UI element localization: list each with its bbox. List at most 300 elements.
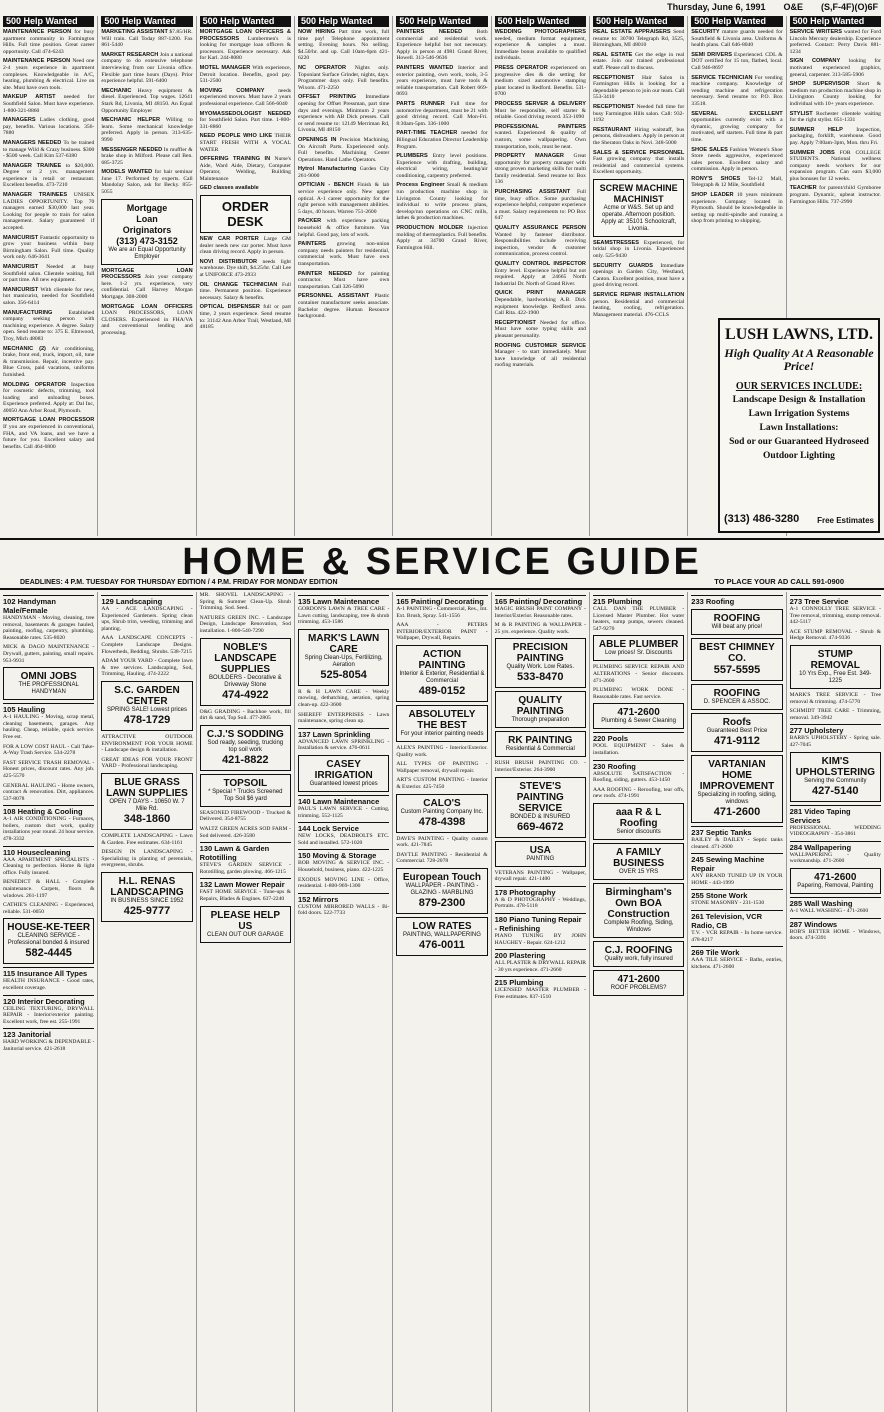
section-heading: 233 Roofing <box>691 595 782 606</box>
section-heading: 261 Television, VCR Radio, CB <box>691 910 782 930</box>
ad-body: Injection molding of thermoplastics. Full benefits. Apply at 34700 Grand River, Farmington Hill. <box>396 225 488 251</box>
section-heading: 230 Roofing <box>593 760 684 771</box>
classified-ad <box>396 65 487 98</box>
ad-headline: PRESS OPERATOR <box>494 64 548 71</box>
classified-ad <box>101 169 192 195</box>
ad-body: for Southfield Salon. Part time. 1-800-331-8860 <box>199 117 291 130</box>
classified-ad <box>691 192 782 225</box>
classified-ad <box>3 163 94 189</box>
ad-body: Entry level. Experience helpful but not required. Apply at 24665 North Industrial Dr. North of Grand River. <box>494 267 586 287</box>
service-display-ad <box>691 609 782 635</box>
ad-body: Inspection for cosmetic defects, trimming, tool loading and unloading boxes. Experience preferred. Apply at: Dal Inc, 40050 Ann Arbor Road, Plymouth. <box>3 381 95 414</box>
service-display-ad <box>200 774 291 807</box>
classified-ad <box>396 101 487 127</box>
ad-body: With experience, Detroit location. Benefits, good pay. 531-2500 <box>199 64 291 85</box>
service-display-ad <box>495 691 586 728</box>
ad-body: Inspection, packaging, forklift, warehouse. Good pay. Apply 7:00am-3pm, Mon. thru Fri. <box>789 126 881 146</box>
service-ad-phone: 879-2300 <box>418 896 466 909</box>
service-ad-line: Interior & Exterior, Residential & Commercial <box>399 670 485 684</box>
service-ad-name: C.J.'S SODDING <box>206 728 284 740</box>
ad-headline: PARTS RUNNER <box>396 100 445 107</box>
ad-headline: SEMI DRIVERS <box>691 51 732 58</box>
service-ad-name: NOBLE'S LANDSCAPE SUPPLIES <box>214 641 277 675</box>
service-ad-line: Papering, Removal, Painting <box>797 882 874 889</box>
service-ad-line: WALLPAPER - PAINTING - GLAZING - MARBLING <box>405 882 479 896</box>
service-listing: ART'S CUSTOM PAINTING - Interior & Exterior. 425-7450 <box>396 777 488 790</box>
section-heading: 144 Lock Service <box>298 822 389 833</box>
classified-ad <box>593 75 684 101</box>
ad-headline: SERVICE WRITERS <box>789 29 842 35</box>
service-display-ad <box>593 941 684 967</box>
service-listing: PLUMBING WORK DONE - Reasonable rates. Fast service. <box>592 687 685 700</box>
section-heading: 132 Lawn Mower Repair <box>200 878 291 889</box>
service-listing: ABSOLUTE SATISFACTION - Roofing, siding, gutters. 453-1450 <box>592 770 685 784</box>
service-display-ad <box>790 645 881 689</box>
ad-headline: SALES & SERVICE PERSONNEL <box>592 149 685 156</box>
service-listing: AAA ROOFING - Reroofing, tear offs, new roofs. 474-1991 <box>592 786 685 800</box>
section-heading: 150 Moving & Storage <box>298 849 389 860</box>
classified-ad <box>396 182 487 222</box>
service-ad-name: KIM'S UPHOLSTERING <box>795 755 876 778</box>
service-ad-line: Plumbing & Sewer Cleaning <box>601 718 676 725</box>
service-ad-line: BONDED & INSURED <box>510 813 571 820</box>
service-listing: ACE STUMP REMOVAL - Shrub & Hedge Removal. 474-9336 <box>789 628 881 642</box>
classified-ad <box>298 29 389 62</box>
ad-body: Short & medium run production machine shop in Livingston County looking for individual with 10+ years experience. <box>789 81 881 107</box>
ad-body: needs experienced movers. Must have 2 years professional experience. Call 566-6040 <box>199 87 291 107</box>
service-ad-name: TOPSOIL <box>223 777 268 789</box>
classified-ad <box>200 88 291 108</box>
ad-headline: SUMMER JOBS <box>789 149 835 156</box>
service-ad-line: OVER 15 YRS <box>619 868 659 875</box>
ad-headline: SECURITY <box>691 29 720 35</box>
ad-body: Fantastic opportunity to grow your business within busy Birmingham Salon. Full time. Quality work only. 646-3641 <box>3 234 95 261</box>
ad-headline: MARKETING ASSISTANT <box>101 29 168 35</box>
service-ad-line: SPRING SALE! Lowest prices <box>106 706 187 713</box>
ad-body: Both commercial and residential work. Experience helpful but not necessary. Apply in person at 4981 Grand River, Howell. 313-546-9636 <box>396 29 488 62</box>
service-listing: PIANO TUNING BY JOHN HAUGHEY - Repair. 624-1212 <box>494 932 586 946</box>
classified-ad <box>396 130 487 150</box>
ad-headline: SHOP SUPERVISOR <box>789 81 850 88</box>
classified-ad <box>3 287 94 307</box>
ad-headline: NEW CAR PORTER <box>199 236 259 243</box>
ad-headline: SERVICE TECHNICIAN <box>691 74 753 81</box>
display-ad-line: Loan <box>136 213 158 224</box>
ad-body: Needed at busy Southfield salon. Clientele waiting, full or part time. All new equipment. <box>3 264 95 284</box>
ad-body: $7.85/HR. Will train. Call Today 887-1200. Fax 861-5440 <box>101 29 193 49</box>
service-ad-phone: 489-0152 <box>418 684 466 697</box>
service-listing: ATTRACTIVE OUTDOOR ENVIRONMENT FOR YOUR HOME - Landscape design & installation. <box>101 733 193 754</box>
classified-ad <box>691 29 782 49</box>
display-ad-line: ORDER <box>221 199 269 215</box>
ad-headline: WEDDING PHOTOGRAPHERS <box>494 29 586 35</box>
section-heading: 102 Handyman Male/Female <box>3 595 94 615</box>
service-listing: AAA LANDSCAPE CONCEPTS - Complete Landscape Designs. Flowerbeds, Bedding, Shrubs. 538-7215 <box>101 635 193 655</box>
section-heading: 140 Lawn Maintenance <box>298 795 389 806</box>
service-ad-name: BEST CHIMNEY CO. <box>699 642 775 664</box>
display-ad-line: MACHINIST <box>613 193 664 204</box>
service-display-ad <box>790 868 881 894</box>
service-listing: GENERAL HAULING - Home owners, contract & renovation. Dirt, appliances. 537-8078 <box>3 782 95 802</box>
service-listing: BENEDICT & HALL - Complete maintenance. Carpets, floors & windows. 261-1197 <box>3 879 95 899</box>
classified-ad <box>691 111 782 144</box>
service-ad-line: Residential & Commercial <box>505 746 575 753</box>
service-listing: HEALTH INSURANCE - Good rates, excellent coverage. <box>3 978 95 991</box>
service-display-ad <box>691 638 782 681</box>
service-ad-name: C.J. ROOFING <box>604 944 673 956</box>
service-ad-name: aaa R & L Roofing <box>615 806 662 829</box>
ad-body: Entry level positions. Experience with drafting, building, electrical wiring, heating/air conditioning, carpentry preferred. <box>396 153 488 179</box>
ad-body: Precision Machining, On Aircraft Parts. Experienced only. Full benefits. Machining Center Operations. Hand Lathe Operators. <box>297 136 390 163</box>
service-ad-line: CLEAN OUT OUR GARAGE <box>207 931 284 938</box>
display-ad-tag: We are an Equal Opportunity Employer <box>108 246 186 260</box>
service-display-ad <box>101 773 192 830</box>
classified-ad <box>396 153 487 179</box>
ad-headline: MANAGER TRAINEE <box>3 162 62 169</box>
ad-headline: STYLIST <box>789 110 813 117</box>
classified-ad <box>3 192 94 232</box>
service-ad-phone: 478-4398 <box>418 815 466 828</box>
service-listing: MARK'S TREE SERVICE - Tree removal & trimming. 474-5770 <box>789 691 881 705</box>
classified-ad <box>593 240 684 260</box>
classified-ad <box>101 29 192 49</box>
ad-body: Interior and exterior painting, own work, tools, 3-5 years experience, must have tools & reliable transportation. Call Robert 669-0693 <box>396 64 488 98</box>
service-listing: AAA APARTMENT SPECIALISTS - Cleaning to perfection. Home & light office. Fully insured. <box>3 856 95 876</box>
service-display-ad <box>396 868 487 914</box>
service-ad-line: Custom Painting Company Inc. <box>400 808 484 815</box>
service-listing: POOL EQUIPMENT - Sales & installation. <box>592 743 685 756</box>
service-ad-line: PAINTING <box>526 855 555 862</box>
classified-ad <box>495 124 586 150</box>
classified-ad <box>3 382 94 415</box>
ad-headline: PAINTERS NEEDED <box>396 29 463 35</box>
column-heading: 500 Help Wanted <box>396 16 487 27</box>
service-ad-phone: 425-9777 <box>123 904 171 917</box>
service-ad-phone: 427-5140 <box>812 784 859 797</box>
service-ad-name: RK PAINTING <box>508 735 573 747</box>
ad-body: FOR COLLEGE STUDENTS. National wellness company needs workers for our expansion program. Can earn $3,000 plus bonuses for 12 weeks. <box>789 149 881 182</box>
lush-service-item: Lawn Irrigation Systems <box>748 409 850 419</box>
service-listing: A-1 CONNOLLY TREE SERVICE - Tree removal, trimming, stump removal. 442-5117 <box>789 606 881 626</box>
ad-body: For vending machine company. Knowledge of vending machine and refrigeration necessary. Send resume to: P.O. Box 33518. <box>691 74 783 107</box>
ad-headline: MANAGER TRAINEES <box>3 192 68 199</box>
service-listing: CATHIE'S CLEANING - Experienced, reliable. 531-0050 <box>3 902 95 915</box>
service-listing: BAILEY & DAILEY - Septic tanks cleaned. 471-2600 <box>691 837 783 850</box>
ad-body: for hair seminar June 17. Performed by experts. Call Mandolay Salon, ask for Becky. 855-5055 <box>101 169 193 196</box>
page-header <box>0 0 884 14</box>
ad-headline: NOW HIRING <box>297 29 336 35</box>
classified-ad <box>495 290 586 316</box>
lush-lawns-ad <box>718 318 880 533</box>
service-display-ad <box>200 638 291 706</box>
header-edition: O&E <box>783 2 803 12</box>
service-ad-name: 471-2600 <box>617 973 660 985</box>
classified-ad <box>298 94 389 134</box>
service-listing: R & H LAWN CARE - Weekly mowing, dethatching, aeration, spring clean-up. 422-3600 <box>297 688 390 708</box>
service-guide-column <box>787 592 884 1412</box>
ad-body: LOAN PROCESSORS, LOAN CLOSERS. Experienced in FHA/VA and conventional lending and processing. <box>101 310 193 336</box>
help-wanted-column <box>393 16 491 536</box>
ad-body: looking for motivated experienced graphics, general, carpenter. 313-585-5906 <box>789 58 881 78</box>
service-ad-name: ABLE PLUMBER <box>598 639 679 651</box>
classified-ad <box>200 111 291 131</box>
classified-ad <box>101 117 192 143</box>
lush-service-item: Outdoor Lighting <box>763 451 835 461</box>
classified-ad <box>790 185 881 205</box>
ad-body: Heavy equipment & diesel. Experienced. Top wages. 12641 Stark Rd, Livonia, MI 48150. An Equal Opportunity Employer <box>101 87 193 114</box>
ad-headline: QUALITY ASSURANCE PERSON <box>494 225 586 232</box>
classified-ad <box>298 182 389 215</box>
service-ad-line: For your interior painting needs <box>400 730 484 737</box>
classified-ad <box>396 225 487 251</box>
service-display-ad <box>495 731 586 757</box>
ad-headline: OPENINGS IN <box>297 136 337 143</box>
service-listing: AAA - PETERS INTERIOR/EXTERIOR PAINT - Wallpaper, Drywall, Repairs. <box>396 622 488 642</box>
ad-headline: OFFSET PRINTING <box>297 94 357 101</box>
service-ad-phone: 471-9112 <box>714 735 760 747</box>
classified-ad <box>691 52 782 72</box>
ad-headline: SEAMSTRESSES <box>592 239 639 246</box>
section-heading: 200 Plastering <box>495 949 586 960</box>
ad-headline: NEED PEOPLE WHO LIKE <box>199 133 273 140</box>
ad-headline: TEACHER <box>789 185 817 192</box>
classified-ad <box>298 241 389 267</box>
service-ad-line: Will beat any price! <box>711 624 763 630</box>
lush-service-item: Lawn Installations: <box>759 423 839 433</box>
classified-ad <box>691 75 782 108</box>
ad-body: Dependable, hardworking A.B. Dick equipment knowledge. Redford area. Call Rita. 422-1900 <box>494 296 586 317</box>
lush-tagline: High Quality At A Reasonable Price! <box>724 346 874 373</box>
display-ad-line: Originators <box>122 224 172 235</box>
service-ad-line: 10 Yrs Exp., Free Est. 349-1225 <box>799 670 872 684</box>
service-display-ad <box>396 705 487 742</box>
service-ad-name: European Touch <box>402 871 482 883</box>
ad-body: Fashion Women's Shoe Store needs aggressive, experienced sales person. Excellent salary and commission. Apply in person. <box>691 146 783 173</box>
service-ad-phone: 478-1729 <box>123 713 171 726</box>
classified-ad <box>3 346 94 379</box>
ad-headline: SHOP LEADER <box>691 192 734 199</box>
ad-headline: MORTGAGE LOAN PROCESSOR <box>3 417 95 424</box>
service-listing: COMPLETE LANDSCAPING - Lawn & Garden. Free estimates. 634-1161 <box>101 832 193 846</box>
classified-ad <box>200 282 291 302</box>
ad-headline: REAL ESTATE APPRAISERS <box>592 29 671 35</box>
service-ad-line: Thorough preparation <box>511 717 570 724</box>
ad-headline: MORTGAGE LOAN OFFICERS & PROCESSORS <box>199 29 291 42</box>
classified-ad <box>3 417 94 450</box>
ad-body: Ladies clothing, good pay, benefits. Various locations. 356-7880 <box>3 117 95 137</box>
classified-ad <box>495 343 586 369</box>
display-ad-line: DESK <box>227 214 264 230</box>
lush-estimates: Free Estimates <box>817 516 874 525</box>
ad-body: needed for Bilingual Education Director Leadership Program. <box>396 130 488 150</box>
service-listing: RUSH BRUSH PAINTING CO. - Interior/Exterior. 264-3900 <box>494 760 586 773</box>
section-heading: 287 Windows <box>790 918 881 929</box>
ad-headline: MANUFACTURING <box>3 309 53 316</box>
service-ad-name: BLUE GRASS LAWN SUPPLIES <box>106 776 188 799</box>
service-listing: T.V. - VCR REPAIR - In home service. 478-8217 <box>691 929 783 943</box>
classified-ad <box>495 225 586 258</box>
service-display-ad <box>298 629 389 686</box>
section-heading: 269 Tile Work <box>691 946 782 957</box>
ad-body: Full time, busy office. Some purchasing experience helpful, computer experience a must. Salary requirements to: PO Box 647 <box>494 189 586 222</box>
classified-ad <box>200 29 291 62</box>
service-listing: MICK & DAGO MAINTENANCE - Drywall, gutters, painting, small repairs. 953-9931 <box>3 644 95 664</box>
ad-body: Experienced, for bridal shop in Livonia. Experienced only. 525-9430 <box>592 239 685 260</box>
service-ad-phone: 582-4445 <box>25 947 72 960</box>
column-heading: 500 Help Wanted <box>691 16 782 27</box>
service-listing: PROFESSIONAL WEDDING VIDEOGRAPHY - 354-3861 <box>789 824 881 838</box>
classified-ad <box>593 52 684 72</box>
service-ad-line: Spring Clean-Ups, Fertilizing, Aeration <box>304 654 383 668</box>
service-ad-name: A FAMILY BUSINESS <box>613 846 665 869</box>
column-heading: 500 Help Wanted <box>790 16 881 27</box>
service-listing: VETERANS PAINTING - Wallpaper, drywall repair. 421-1400 <box>494 869 586 883</box>
section-heading: 285 Wall Washing <box>790 897 881 908</box>
ad-body: wanted for Ford Lincoln Mercury dealership. Experience preferred. Contact: Perry Davis 881-1234 <box>789 29 881 55</box>
service-display-ad <box>593 843 684 880</box>
section-heading: 273 Tree Service <box>790 595 881 606</box>
ad-body: 10 years minimum experience. Company located in Plymouth. Should be knowledgeable in setting up multi-spindle and running a shop from printing to shipping. <box>691 192 783 225</box>
section-heading: 215 Plumbing <box>495 976 586 987</box>
service-ad-phone: 533-8470 <box>517 671 564 684</box>
ad-headline: PROFESSIONAL PAINTERS <box>494 123 586 130</box>
service-listing: A-1 AIR CONDITIONING - Furnaces, boilers, custom duct work, quality installations year round. 24 hour service. 478-3332 <box>3 816 95 843</box>
section-heading: 255 Stone Work <box>691 889 782 900</box>
service-display-ad <box>593 883 684 938</box>
ad-body: Great opportunity for property manager with strong proven marketing skills for multi family residential. Send resume to: Box 136 <box>494 153 586 186</box>
ad-body: Plastic container manufacturer seeks associate. Bachelor degree. Human Resource background. <box>297 293 390 320</box>
lush-service-item: Landscape Design & Installation <box>732 395 866 405</box>
service-ad-name: PRECISION PAINTING <box>512 642 568 665</box>
ad-body: for busy apartment community in Farmington Hills. Full time position. Great career opportunity. Call 474-6243 <box>3 29 95 55</box>
ad-headline: PROPERTY MANAGER <box>494 153 564 160</box>
section-heading: 277 Upholstery <box>790 724 881 735</box>
service-ad-line: IN BUSINESS SINCE 1952 <box>110 897 184 904</box>
section-heading: 130 Lawn & Garden Rototilling <box>200 842 291 862</box>
service-display-ad <box>200 906 291 943</box>
classified-ad <box>691 147 782 173</box>
ad-body: needed, medium format equipment, experience & samples a must. Immediate bonus available to qualified individuals. <box>494 35 586 62</box>
section-heading: 220 Pools <box>593 732 684 743</box>
ad-headline: MARKET RESEARCH <box>101 51 159 58</box>
display-ad-tag: Acme or W&S. Set up and operate. Afternoon position. Apply at: 35101 Schoolcraft, Livonia. <box>601 204 677 232</box>
classified-ad <box>593 29 684 49</box>
ad-body: Established company seeking person with machining experience. A degree. Salary open. Send resume to: 375 E. Elmwood, Troy, Mich 48083 <box>3 309 95 342</box>
service-listing: ALL TYPES OF PAINTING - Wallpaper removal, drywall repair. <box>396 761 488 774</box>
ad-headline: PAINTER NEEDED <box>297 270 352 277</box>
service-guide-column <box>590 592 688 1412</box>
ad-headline: SUMMER HELP <box>789 126 843 133</box>
service-listing: STONE MASONRY - 231-1530 <box>691 900 765 907</box>
service-ad-phone: 421-8822 <box>222 753 269 766</box>
column-heading: 500 Help Wanted <box>593 16 684 27</box>
section-heading: 152 Mirrors <box>298 893 389 904</box>
service-ad-name: Roofs <box>722 717 752 728</box>
lush-name: LUSH LAWNS, LTD. <box>725 326 873 343</box>
service-ad-line: CLEANING SERVICE - Professional bonded & insured <box>7 933 90 947</box>
ad-headline: Process Engineer <box>396 182 445 189</box>
ad-headline: MAINTENANCE PERSON <box>3 58 71 65</box>
ad-body: Full time. Permanent position. Experience necessary. Salary & benefits. <box>199 281 291 301</box>
ad-headline: OPTICAL DISPENSER <box>199 304 260 311</box>
ad-headline: NOVI DISTRIBUTOR <box>199 258 258 265</box>
section-heading: 180 Piano Tuning Repair - Refinishing <box>495 913 586 933</box>
service-listing: STEVE'S GARDEN SERVICE - Rototilling, garden plowing. 466-1215 <box>199 862 291 875</box>
ad-headline: PRODUCTION MOLDER <box>396 225 464 232</box>
service-display-ad <box>691 684 782 710</box>
service-ad-name: ABSOLUTELY THE BEST <box>408 708 476 731</box>
service-ad-name: CASEY IRRIGATION <box>314 758 373 781</box>
ad-headline: PART-TIME TEACHER <box>396 130 458 137</box>
classified-ad <box>200 65 291 85</box>
service-ad-name: CALO'S <box>423 797 461 809</box>
section-heading: 129 Landscaping <box>101 595 192 606</box>
ad-body: needed for Southfield Salon. Must have experience. 1-800-321-8860 <box>3 94 95 114</box>
service-listing: SHEREFF ENTERPRISES - Lawn maintenance, spring clean up. <box>297 711 390 725</box>
ad-headline: REAL ESTATE <box>592 51 633 58</box>
display-ad-phone: (313) 473-3152 <box>116 235 178 246</box>
service-display-ad <box>593 970 684 996</box>
ad-body: Finish & lab service experience only. New upper optical. A-1 career opportunity for the right person with management abilities. 5 days, 40 hours. Warren 751-2600 <box>297 182 390 215</box>
ad-headline: OPTICIAN - BENCH <box>297 182 354 189</box>
classified-ad <box>790 29 881 55</box>
service-listing: M & R PAINTING & WALLPAPER - 25 yrs. experience. Quality work. <box>494 622 586 635</box>
service-listing: FAST HOME SERVICE - Tune-ups & Repairs, Blades & Engines. 637-2240 <box>199 889 291 902</box>
service-listing: DAVE'S PAINTING - Quality custom work. 421-7845 <box>396 835 488 849</box>
banner-title: HOME & SERVICE GUIDE <box>182 541 702 583</box>
classified-ad <box>593 127 684 147</box>
classified-ad <box>200 185 291 192</box>
service-guide-column <box>98 592 196 1412</box>
ad-body: Get the edge in real estate. Join our trained professional staff. Please call to discuss. <box>592 51 685 71</box>
ad-headline: MYOMASSEDOLOGIST NEEDED <box>199 110 291 117</box>
ad-body: growing non-union company needs painters for residential, commercial work. Must have own transportation. <box>297 241 390 267</box>
service-ad-name: S.C. GARDEN CENTER <box>114 684 180 707</box>
lush-phone: (313) 486-3280 <box>724 513 800 525</box>
ad-body: opportunities currently exist with a dynamic, growing company for motivated, self starters. Full time & part time. <box>691 117 783 143</box>
service-listing: A-1 PAINTING - Commercial, Res., Int. Ext. Brush, Spray. 541-1556 <box>396 606 488 619</box>
service-ad-line: OPEN 7 DAYS - 10650 W. 7 Mile Rd. <box>109 798 185 812</box>
ad-headline: MANICURIST <box>3 264 39 270</box>
service-ad-line: Senior discounts <box>616 828 661 835</box>
ad-body: Immediate opening for Offset Pressman, part time days and evenings. Minimum 2 years experience with AB Dick presses. Call or send resume to: 12149 Merriman Rd, Livonia, MI 48150 <box>297 94 390 134</box>
ad-headline: MODELS WANTED <box>101 169 153 176</box>
classified-ad <box>790 58 881 78</box>
classified-ad <box>396 29 487 62</box>
classified-ad <box>101 304 192 337</box>
service-display-ad <box>495 638 586 688</box>
classified-ad <box>200 304 291 330</box>
classified-ad <box>298 271 389 291</box>
ad-body: Experienced. CDL & DOT certified for 15 ton, flatbed, local. Call 946-8697 <box>691 51 783 71</box>
ad-body: Air conditioning, brake, front end, truck, import, oil, tune & transmission. Repair, incentive pay. Blue Cross, paid vacations, uniforms furnished. <box>3 345 95 378</box>
ad-headline: PURCHASING ASSISTANT <box>494 189 571 196</box>
ad-headline: PAINTERS WANTED <box>396 64 454 71</box>
service-ad-name: ACTION PAINTING <box>418 648 466 671</box>
section-heading: 120 Interior Decorating <box>3 995 94 1006</box>
ad-headline: SIGN COMPANY <box>789 58 841 65</box>
ad-body: person. Residential and commercial heating, cooling, refrigeration. Management material. 476-CCLS <box>592 298 685 318</box>
classified-ad <box>3 140 94 160</box>
service-display-ad <box>691 713 782 752</box>
ad-headline: RESTAURANT <box>592 126 632 133</box>
display-ad-box <box>593 179 684 237</box>
classified-ad <box>3 117 94 137</box>
lush-service-item: Sod or our Guaranteed Hydroseed <box>729 437 869 447</box>
ad-body: Full time for automotive department, must be 21 with good driving record. Call Mon-Fri. 8:30am-5pm. 336-1000 <box>396 100 488 127</box>
lush-services <box>720 395 878 462</box>
ad-headline: OIL CHANGE TECHNICIAN <box>199 281 278 288</box>
